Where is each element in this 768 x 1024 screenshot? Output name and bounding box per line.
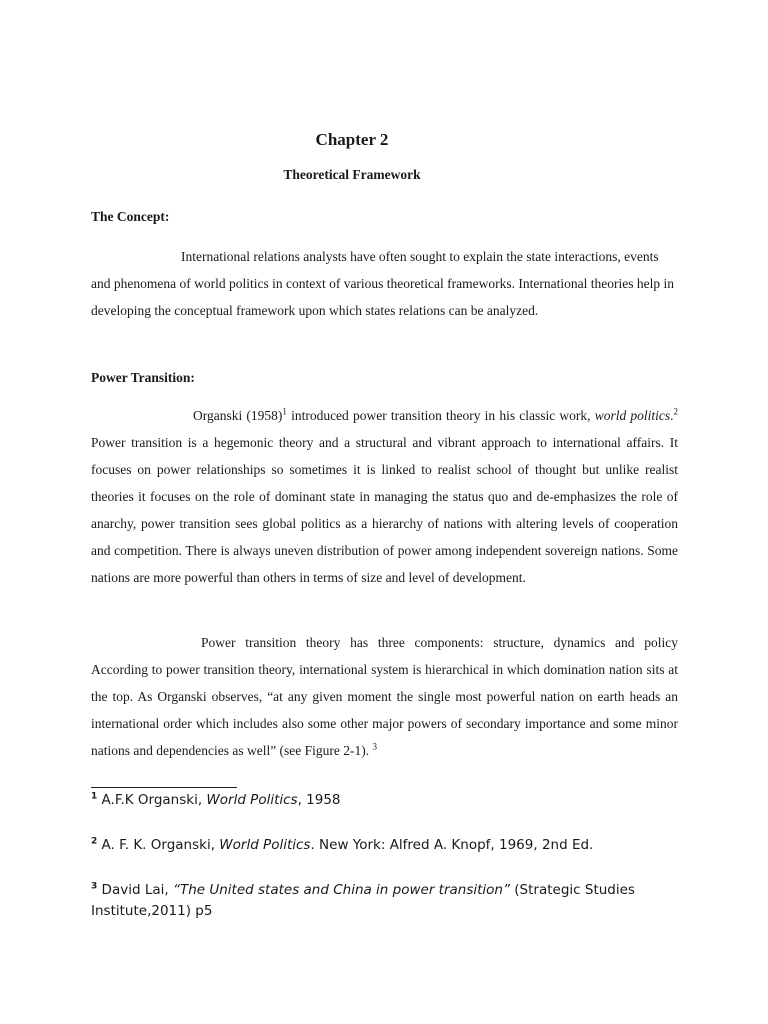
- section-heading-concept: The Concept:: [91, 209, 170, 224]
- footnote-ref-2: 2: [673, 406, 678, 417]
- footnote-1-italic: World Politics: [206, 792, 298, 808]
- footnote-3-number: 3: [91, 881, 98, 892]
- p1-italic-title: world politics: [594, 408, 671, 423]
- footnote-2: [91, 835, 661, 856]
- footnote-1: [91, 790, 661, 811]
- p2-text: Power transition theory has three components: structure, dynamics and policy According to power transition theory, international system is hierarchical in which domination nation sits at the top. As Organski observes, “at any given moment the single most powerful nation on earth heads an international order which includes also some other major powers of secondary importance and some minor nations and dependencies as well” (see Figure 2-1).: [91, 635, 678, 758]
- footnote-ref-1: 1: [282, 406, 287, 417]
- footnote-1-number: 1: [91, 791, 98, 802]
- p1-lead-text: Organski (1958): [193, 408, 283, 423]
- footnote-3-italic: “The United states and China in power transition”: [172, 882, 510, 898]
- footnote-1-pre: A.F.K Organski,: [97, 792, 207, 808]
- footnote-separator: [91, 787, 237, 788]
- p1-rest-text: Power transition is a hegemonic theory and a structural and vibrant approach to international affairs. It focuses on power relationships so sometimes it is linked to realist school of thought but unlike realist theories it focuses on the role of dominant state in managing the status quo and de-emphasizes the role of anarchy, power transition sees global politics as a hierarchy of nations with altering levels of cooperation and competition. There is always uneven distribution of power among independent sovereign nations. Some nations are more powerful than others in terms of size and level of development.: [91, 435, 678, 585]
- footnote-3-post: (Strategic Studies Institute,2011) p5: [91, 882, 635, 919]
- footnote-ref-3: 3: [372, 741, 378, 752]
- p1-dot: .: [670, 408, 674, 423]
- footnote-2-number: 2: [91, 836, 98, 847]
- p1-mid-text: introduced power transition theory in his classic work,: [286, 408, 595, 423]
- paragraph-concept: International relations analysts have often sought to explain the state interactions, events and phenomena of world politics in context of various theoretical frameworks. International theories help in developing the conceptual framework upon which states relations can be analyzed.: [91, 249, 674, 318]
- footnote-2-pre: A. F. K. Organski,: [97, 837, 220, 853]
- footnote-3: [91, 880, 661, 922]
- paragraph-power-transition-2: [91, 629, 678, 764]
- chapter-title: Chapter 2: [315, 130, 389, 149]
- footnote-3-pre: David Lai,: [97, 882, 173, 898]
- paragraph-power-transition-1: [91, 402, 678, 591]
- footnote-2-italic: World Politics: [219, 837, 311, 853]
- chapter-subtitle: Theoretical Framework: [283, 167, 421, 182]
- footnote-2-post: . New York: Alfred A. Knopf, 1969, 2nd Ed.: [310, 837, 594, 853]
- section-heading-power-transition: Power Transition:: [91, 370, 195, 385]
- footnote-1-post: , 1958: [297, 792, 341, 808]
